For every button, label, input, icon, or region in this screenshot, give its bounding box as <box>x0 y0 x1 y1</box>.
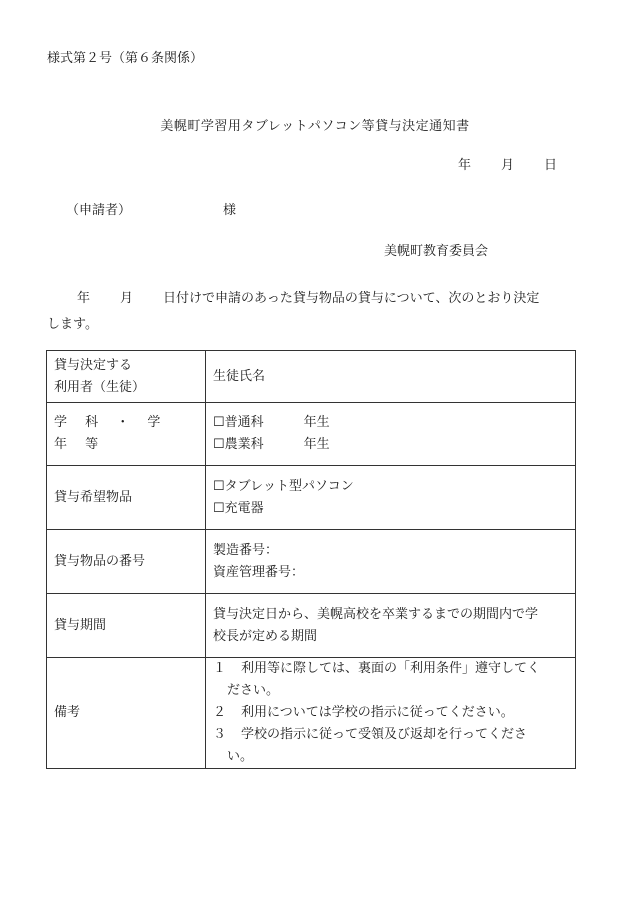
recipient-label <box>47 351 206 403</box>
item-number-label: 貸与物品の番号 <box>47 530 206 594</box>
loan-period-line2: 校長が定める期間 <box>213 628 318 644</box>
body-paragraph <box>47 286 582 338</box>
table-row <box>47 530 576 594</box>
body-month: 月 <box>120 291 134 306</box>
decision-table <box>46 350 576 769</box>
department-option-general[interactable] <box>213 412 568 434</box>
loan-period-text <box>206 594 576 658</box>
body-text-2: します。 <box>47 317 98 332</box>
note-number: ２ <box>213 705 227 720</box>
table-row <box>47 594 576 658</box>
table-row <box>47 351 576 403</box>
body-year: 年 <box>77 291 91 306</box>
issuer-name: 美幌町教育委員会 <box>384 244 489 259</box>
department-grade-label: 学 科 ・ 学 年 等 <box>47 403 206 466</box>
serial-number-field[interactable]: 製造番号： <box>213 542 279 558</box>
applicant-honorific: 様 <box>223 203 237 218</box>
note-item <box>213 658 568 680</box>
form-number: 様式第２号（第６条関係） <box>47 51 204 66</box>
table-row <box>47 658 576 769</box>
requested-items-label: 貸与希望物品 <box>47 466 206 530</box>
body-text-1: 日付けで申請のあった貸与物品の貸与について、次のとおり決定 <box>163 291 540 306</box>
applicant-line <box>66 199 236 218</box>
note-text-continued: い。 <box>227 749 254 764</box>
date-month-label: 月 <box>501 158 515 173</box>
agriculture-course-grade: 年生 <box>303 437 330 452</box>
note-text-continued: ださい。 <box>227 683 280 698</box>
date-day-label: 日 <box>544 158 558 173</box>
item-number-field <box>206 530 576 594</box>
remarks-notes <box>206 658 576 769</box>
department-grade-field <box>206 403 576 466</box>
table-row <box>47 403 576 466</box>
applicant-label: （申請者） <box>66 203 132 218</box>
loan-period-label: 貸与期間 <box>47 594 206 658</box>
student-name-field[interactable] <box>206 351 576 403</box>
table-row <box>47 466 576 530</box>
document-title: 美幌町学習用タブレットパソコン等貸与決定通知書 <box>160 119 470 134</box>
loan-period-line1: 貸与決定日から、美幌高校を卒業するまでの期間内で学 <box>213 606 539 622</box>
remarks-label: 備考 <box>47 658 206 769</box>
department-option-agriculture[interactable] <box>213 434 568 456</box>
requested-items-field <box>206 466 576 530</box>
recipient-label-line2: 利用者（生徒） <box>54 379 146 395</box>
note-number: １ <box>213 661 227 676</box>
note-item <box>213 724 568 746</box>
item-option-tablet[interactable]: ☐タブレット型パソコン <box>213 478 354 494</box>
asset-number-field[interactable]: 資産管理番号： <box>213 564 305 580</box>
note-item <box>213 702 568 724</box>
general-course-grade: 年生 <box>303 415 330 430</box>
item-option-charger[interactable]: ☐充電器 <box>213 500 264 516</box>
recipient-label-line1: 貸与決定する <box>54 357 133 373</box>
date-year-label: 年 <box>458 158 472 173</box>
note-text: 利用については学校の指示に従ってください。 <box>241 705 514 720</box>
note-number: ３ <box>213 727 227 742</box>
general-course-checkbox: ☐普通科 <box>213 415 264 430</box>
note-text: 利用等に際しては、裏面の「利用条件」遵守してく <box>241 661 541 676</box>
date-line <box>458 154 557 173</box>
agriculture-course-checkbox: ☐農業科 <box>213 437 264 452</box>
student-name-label: 生徒氏名 <box>213 368 266 384</box>
note-text: 学校の指示に従って受領及び返却を行ってくださ <box>241 727 528 742</box>
